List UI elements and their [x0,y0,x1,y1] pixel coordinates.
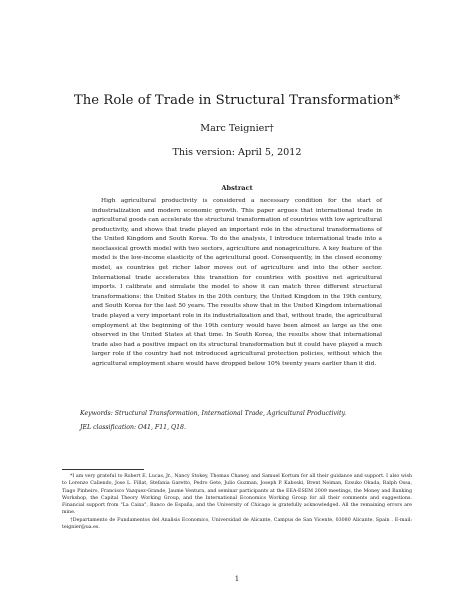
abstract-heading: Abstract [221,184,253,192]
jel-classification: JEL classification: O41, F11, Q18. [80,424,186,431]
footnote-affiliation: †Departamento de Fundamentos del Analisis Economico, Universidad de Alicante, Campus de San Vicente, 03080 Alicante, Spain . E-mail: teignier@ua.es. [62,517,412,530]
version-date: This version: April 5, 2012 [172,147,302,158]
abstract-text: High agricultural productivity is considered a necessary condition for the start of industrialization and modern economic growth. This paper argues that international trade in agricultural goods can accelerate the structural transformation of countries with low agricultural productivity, and shows that trade played an important role in the structural transformations of the United Kingdom and South Korea. To do the analysis, I introduce international trade into a neoclassical growth model with two sectors, agriculture and nonagriculture. A key feature of the model is the low-income elasticity of the agricultural good. Consequently, in the closed economy model, as countries get richer labor moves out of agriculture and into the other sector. International trade accelerates this transition for countries with positive net agricultural imports. I calibrate and simulate the model to show it can match three different structural transformations: the United States in the 20th century, the United Kingdom in the 19th century, and South Korea for the last 50 years. The results show that in the United Kingdom international trade played a very important role in its industrialization and that, without trade, the agricultural employment at the beginning of the 19th century would have been almost as large as the one observed in the United States at that time. In South Korea, the results show that international trade also had a positive impact on its structural transformation but it could have played a much larger role if the country had not introduced agricultural protection policies, without which the agricultural employment share would have dropped below 10% twenty years earlier than it did. [92,198,382,367]
paper-title: The Role of Trade in Structural Transformation* [73,93,401,108]
page-number: 1 [234,575,240,583]
author-name: Marc Teignier† [200,123,274,134]
footnote-rule [62,469,144,470]
keywords: Keywords: Structural Transformation, International Trade, Agricultural Productivity. [80,410,347,417]
footnotes [62,473,412,531]
footnote-acknowledgments: *I am very grateful to Robert E. Lucas, Jr., Nancy Stokey, Thomas Chaney, and Samuel Kortum for all their guidance and support. I also wish to Lorenzo Caliendo, Jose L. Fillat, Stefania Garetto, Pedro Gete, Julio Guzman, Joseph P. Kaboski, Brent Neiman, Ezsuko Okada, Ralph Ossa, Tiago Pinheiro, Francisco Vazquez-Grande, Jaume Ventura, and seminar participants at the EEA-ESEM 2009 meetings, the Money and Banking Workshop, the Capital Theory Working Group, and the International Economics Working Group for all their comments and suggestions. Financial support from "La Caixa", Banco de España, and the University of Chicago is gratefully acknowledged. All the remaining errors are mine. [62,474,412,516]
